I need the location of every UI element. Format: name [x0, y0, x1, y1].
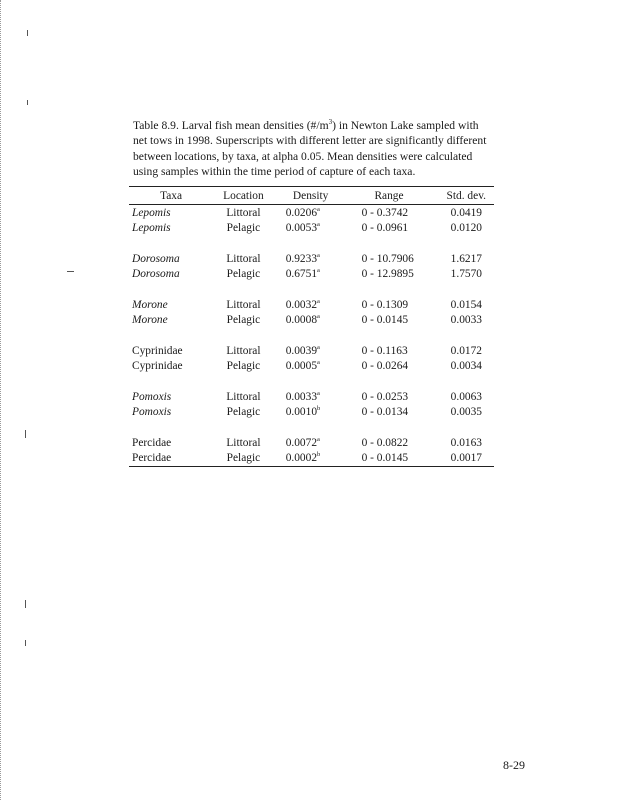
cell-density: [274, 389, 348, 405]
caption-text-end: ) in Newton Lake sampled with net tows in 1998. Superscripts with different letter are significantly different between locations, by taxa, at alpha 0.05. Mean densities were calculated using samples within the time period of capture of each taxa.: [133, 119, 487, 178]
cell-range: 0 - 0.0264: [361, 360, 409, 373]
density-value: 0.9233: [285, 252, 318, 265]
density-value: 0.0005: [285, 360, 318, 373]
group-spacer: [129, 420, 494, 435]
density-value: 0.0072: [285, 436, 318, 449]
cell-location: Pelagic: [226, 360, 261, 373]
group-spacer: [129, 374, 494, 389]
table-body: [129, 205, 494, 467]
table-row: [129, 359, 494, 375]
density-value: 0.0053: [285, 222, 318, 235]
table-row: [129, 389, 494, 405]
header-std-dev: Std. dev.: [446, 190, 486, 202]
cell-density: [274, 343, 348, 359]
cell-taxa: Percidae: [132, 436, 172, 449]
scan-speck: [25, 640, 26, 646]
cell-location: Pelagic: [226, 222, 261, 235]
cell-location: Littoral: [226, 298, 261, 311]
cell-taxa: Cyprinidae: [132, 344, 183, 357]
table-row: [129, 205, 494, 221]
cell-range: 0 - 10.7906: [361, 252, 414, 265]
group-spacer: [129, 282, 494, 297]
significance-superscript: a: [317, 221, 320, 229]
cell-taxa: Pomoxis: [132, 406, 172, 419]
cell-std-dev: 0.0035: [450, 406, 482, 419]
cell-location: Pelagic: [226, 268, 261, 281]
scan-left-edge: [0, 0, 4, 800]
significance-superscript: a: [317, 297, 320, 305]
table-caption: [133, 118, 495, 179]
cell-density: [274, 405, 348, 421]
cell-taxa: Cyprinidae: [132, 360, 183, 373]
cell-location: Littoral: [226, 252, 261, 265]
cell-range: 0 - 0.0822: [361, 436, 409, 449]
cell-std-dev: 1.6217: [450, 252, 482, 265]
group-spacer: [129, 236, 494, 251]
table-row: [129, 313, 494, 329]
cell-std-dev: 0.0017: [450, 452, 482, 465]
density-value: 0.0039: [285, 344, 318, 357]
table-row: [129, 251, 494, 267]
cell-std-dev: 1.7570: [450, 268, 482, 281]
cell-density: [274, 297, 348, 313]
significance-superscript: a: [317, 313, 320, 321]
density-value: 0.6751: [285, 268, 318, 281]
cell-taxa: Lepomis: [132, 206, 171, 219]
cell-taxa: Morone: [132, 314, 168, 327]
table-row: [129, 343, 494, 359]
caption-label: Table 8.9.: [133, 119, 179, 132]
header-density: Density: [292, 190, 329, 202]
scan-speck: [27, 30, 28, 36]
density-table: [129, 186, 494, 467]
page-number: 8-29: [503, 758, 525, 772]
group-spacer: [129, 328, 494, 343]
significance-superscript: a: [317, 251, 320, 259]
cell-std-dev: 0.0120: [450, 222, 482, 235]
table-row: [129, 297, 494, 313]
cell-density: [274, 251, 348, 267]
cell-range: 0 - 0.0253: [361, 390, 409, 403]
cell-density: [274, 359, 348, 375]
significance-superscript: a: [317, 389, 320, 397]
table-row: [129, 451, 494, 467]
table-row: [129, 267, 494, 283]
cell-taxa: Percidae: [132, 452, 172, 465]
cell-location: Littoral: [226, 206, 261, 219]
caption-unit-superscript: 3: [328, 118, 333, 127]
density-value: 0.0002: [285, 452, 318, 465]
larval-fish-density-table: [129, 186, 494, 467]
scan-speck: [27, 100, 28, 105]
cell-taxa: Dorosoma: [132, 252, 180, 265]
scan-speck: [67, 271, 74, 272]
significance-superscript: b: [317, 405, 321, 413]
table-header-row: [129, 187, 494, 205]
cell-range: 0 - 0.0145: [361, 314, 409, 327]
cell-location: Pelagic: [226, 452, 261, 465]
cell-std-dev: 0.0172: [450, 344, 482, 357]
table-row: [129, 405, 494, 421]
significance-superscript: a: [317, 343, 320, 351]
cell-density: [274, 205, 348, 221]
cell-location: Pelagic: [226, 314, 261, 327]
significance-superscript: a: [317, 205, 320, 213]
significance-superscript: b: [317, 451, 321, 459]
cell-range: 0 - 0.0134: [361, 406, 409, 419]
table-row: [129, 435, 494, 451]
cell-taxa: Lepomis: [132, 222, 171, 235]
header-location: Location: [223, 190, 264, 202]
scan-speck: [25, 600, 26, 608]
cell-location: Pelagic: [226, 406, 261, 419]
density-value: 0.0033: [285, 390, 318, 403]
cell-std-dev: 0.0154: [450, 298, 482, 311]
cell-range: 0 - 0.3742: [361, 206, 409, 219]
cell-std-dev: 0.0063: [450, 390, 482, 403]
cell-density: [274, 267, 348, 283]
density-value: 0.0010: [285, 406, 318, 419]
density-value: 0.0206: [285, 206, 318, 219]
cell-taxa: Dorosoma: [132, 268, 180, 281]
cell-taxa: Pomoxis: [132, 390, 172, 403]
significance-superscript: a: [317, 359, 320, 367]
cell-range: 0 - 0.1163: [361, 344, 408, 357]
cell-density: [274, 221, 348, 237]
significance-superscript: a: [317, 267, 320, 275]
header-taxa: Taxa: [160, 190, 183, 202]
density-value: 0.0008: [285, 314, 318, 327]
cell-location: Littoral: [226, 344, 261, 357]
cell-std-dev: 0.0419: [450, 206, 482, 219]
cell-std-dev: 0.0033: [450, 314, 482, 327]
cell-location: Littoral: [226, 390, 261, 403]
cell-range: 0 - 0.0145: [361, 452, 409, 465]
cell-taxa: Morone: [132, 298, 168, 311]
cell-range: 0 - 0.0961: [361, 222, 409, 235]
cell-location: Littoral: [226, 436, 261, 449]
cell-std-dev: 0.0034: [450, 360, 482, 373]
density-value: 0.0032: [285, 298, 318, 311]
header-range: Range: [374, 190, 404, 202]
significance-superscript: a: [317, 435, 320, 443]
scan-speck: [25, 430, 26, 438]
table-row: [129, 221, 494, 237]
caption-text-start: Larval fish mean densities (#/m: [181, 119, 329, 132]
cell-density: [274, 435, 348, 451]
cell-range: 0 - 0.1309: [361, 298, 409, 311]
cell-density: [274, 313, 348, 329]
cell-std-dev: 0.0163: [450, 436, 482, 449]
cell-density: [274, 451, 348, 467]
cell-range: 0 - 12.9895: [361, 268, 414, 281]
